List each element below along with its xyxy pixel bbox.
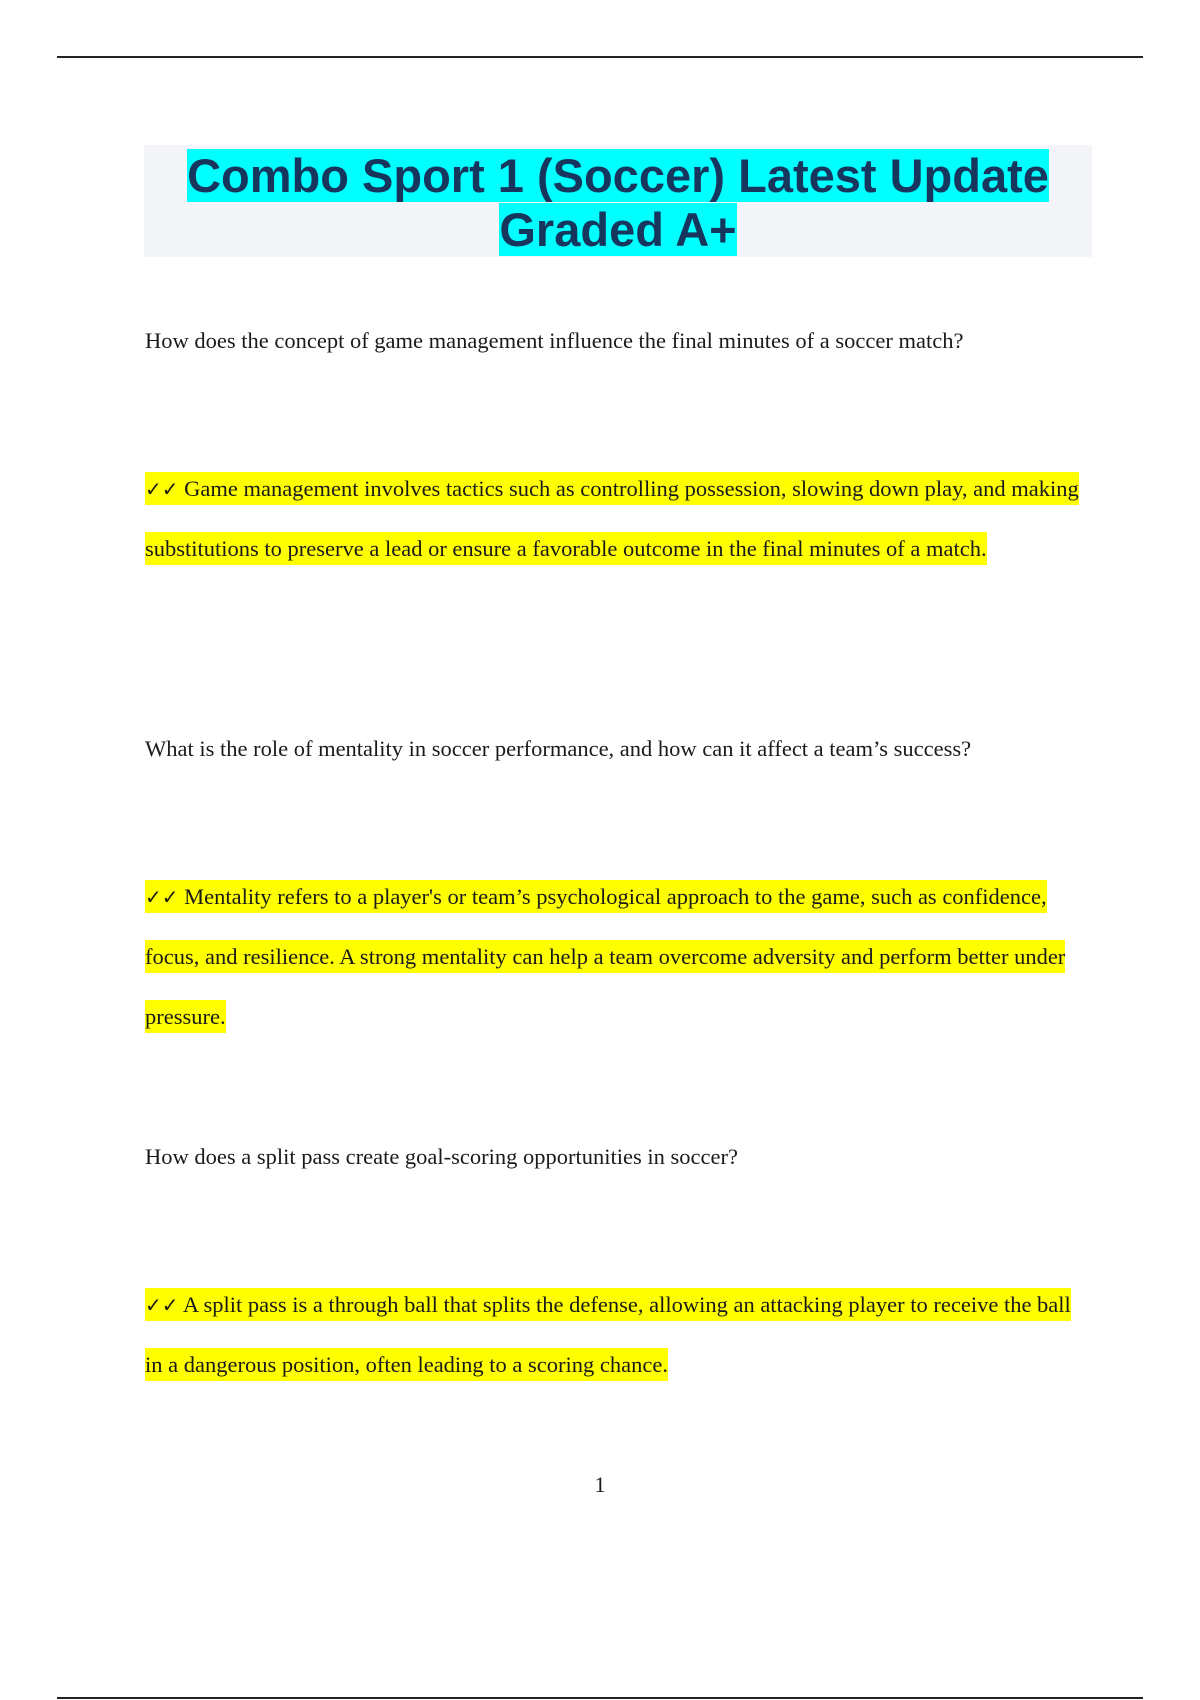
answer-1 xyxy=(145,459,1085,579)
answer-3-highlight xyxy=(145,1288,1071,1381)
question-1: How does the concept of game management influence the final minutes of a soccer match? xyxy=(145,328,964,353)
answer-2-highlight xyxy=(145,880,1065,1033)
top-rule xyxy=(57,56,1143,58)
answer-1-text: Game management involves tactics such as controlling possession, slowing down play, and making substitutions to preserve a lead or ensure a favorable outcome in the final minutes of a match. xyxy=(145,476,1079,561)
question-3: How does a split pass create goal-scoring opportunities in soccer? xyxy=(145,1144,738,1169)
title-banner xyxy=(144,145,1092,257)
page-number: 1 xyxy=(594,1472,606,1497)
double-check-icon: ✓✓ xyxy=(145,885,179,909)
answer-2 xyxy=(145,867,1085,1047)
question-2: What is the role of mentality in soccer performance, and how can it affect a team’s success? xyxy=(145,736,972,761)
double-check-icon: ✓✓ xyxy=(145,477,179,501)
bottom-rule xyxy=(57,1697,1143,1699)
document-title-text: Combo Sport 1 (Soccer) Latest Update Graded A+ xyxy=(187,149,1049,256)
answer-2-text: Mentality refers to a player's or team’s psychological approach to the game, such as confidence, focus, and resilience. A strong mentality can help a team overcome adversity and perform better under pressure. xyxy=(145,884,1066,1029)
answer-3-text: A split pass is a through ball that splits the defense, allowing an attacking player to receive the ball in a dangerous position, often leading to a scoring chance. xyxy=(145,1292,1071,1377)
document-title xyxy=(144,145,1092,257)
double-check-icon: ✓✓ xyxy=(145,1293,179,1317)
answer-1-highlight xyxy=(145,472,1079,565)
answer-3 xyxy=(145,1275,1085,1395)
